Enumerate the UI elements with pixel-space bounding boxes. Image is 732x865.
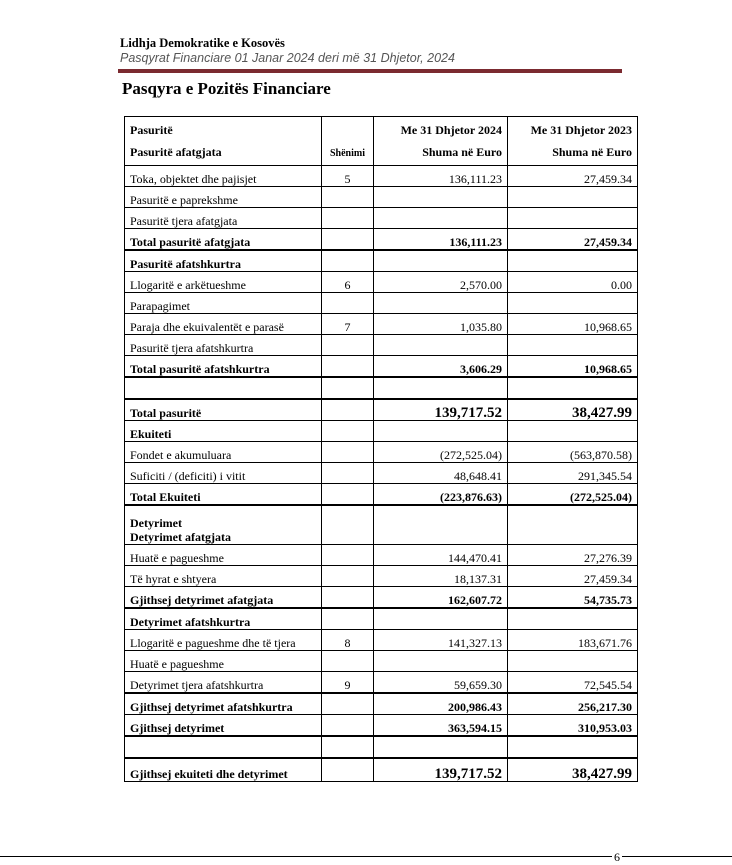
header-assets: Pasuritë [130, 123, 173, 137]
table-row [125, 166, 638, 187]
table-row [125, 545, 638, 566]
row-label: Huatë e pagueshme [125, 651, 322, 672]
row-value-2023: 54,735.73 [508, 587, 638, 609]
row-note [322, 208, 374, 229]
row-label: Total pasuritë afatshkurtra [125, 356, 322, 378]
total-row [125, 587, 638, 609]
row-note [322, 293, 374, 314]
row-label: Paraja dhe ekuivalentët e parasë [125, 314, 322, 335]
row-label: Gjithsej ekuiteti dhe detyrimet [125, 758, 322, 782]
row-value-2024 [374, 651, 508, 672]
row-label: Pasuritë afatshkurtra [125, 250, 322, 272]
row-value-2023 [508, 377, 638, 399]
row-note: 6 [322, 272, 374, 293]
header-note: Shënimi [322, 117, 374, 166]
row-value-2023: 27,459.34 [508, 566, 638, 587]
section-row [125, 250, 638, 272]
table-row [125, 463, 638, 484]
row-label: Gjithsej detyrimet afatshkurtra [125, 693, 322, 715]
organization-name: Lidhja Demokratike e Kosovës [120, 36, 285, 50]
header-2023 [508, 117, 638, 166]
table-row [125, 335, 638, 356]
total-row [125, 399, 638, 421]
row-note: 9 [322, 672, 374, 694]
row-note [322, 399, 374, 421]
row-value-2023 [508, 208, 638, 229]
row-value-2024: (223,876.63) [374, 484, 508, 506]
header-2024-unit: Shuma në Euro [422, 145, 502, 159]
row-label: Total pasuritë afatgjata [125, 229, 322, 251]
header-2024-date: Me 31 Dhjetor 2024 [400, 123, 502, 137]
header-col-label [125, 117, 322, 166]
table-row [125, 208, 638, 229]
section-row [125, 608, 638, 630]
row-label: Ekuiteti [125, 421, 322, 442]
page-number: 6 [614, 850, 620, 864]
row-value-2024: 144,470.41 [374, 545, 508, 566]
table-row [125, 293, 638, 314]
row-value-2024: 139,717.52 [374, 399, 508, 421]
table-row [125, 566, 638, 587]
row-value-2023: 27,459.34 [508, 166, 638, 187]
row-value-2024 [374, 736, 508, 758]
total-row [125, 758, 638, 782]
table-row [125, 651, 638, 672]
row-value-2023 [508, 651, 638, 672]
row-value-2023: 72,545.54 [508, 672, 638, 694]
table-row [125, 672, 638, 694]
row-note [322, 442, 374, 463]
row-label: Total pasuritë [125, 399, 322, 421]
label-long-term-liabilities: Detyrimet afatgjata [130, 530, 231, 544]
row-value-2023 [508, 293, 638, 314]
row-label: Fondet e akumuluara [125, 442, 322, 463]
row-value-2024 [374, 250, 508, 272]
row-value-2024 [374, 293, 508, 314]
row-value-2024 [374, 608, 508, 630]
row-note [322, 758, 374, 782]
row-value-2023: 0.00 [508, 272, 638, 293]
row-value-2023: (272,525.04) [508, 484, 638, 506]
row-value-2023: 291,345.54 [508, 463, 638, 484]
total-row [125, 693, 638, 715]
row-value-2024: 18,137.31 [374, 566, 508, 587]
row-note: 7 [322, 314, 374, 335]
row-value-2023 [508, 736, 638, 758]
row-note [322, 608, 374, 630]
row-note [322, 545, 374, 566]
row-value-2024: (272,525.04) [374, 442, 508, 463]
table-header-row [125, 117, 638, 166]
row-value-2024 [374, 208, 508, 229]
row-note: 8 [322, 630, 374, 651]
row-label: Pasuritë tjera afatshkurtra [125, 335, 322, 356]
row-label: Gjithsej detyrimet afatgjata [125, 587, 322, 609]
table-row [125, 314, 638, 335]
row-label [125, 736, 322, 758]
row-label: Detyrimet afatshkurtra [125, 608, 322, 630]
row-value-2023: 27,459.34 [508, 229, 638, 251]
header-rule [118, 69, 622, 73]
row-label [125, 377, 322, 399]
row-label: Gjithsej detyrimet [125, 715, 322, 737]
total-row [125, 715, 638, 737]
row-value-2024: 3,606.29 [374, 356, 508, 378]
table-row [125, 630, 638, 651]
header-2024 [374, 117, 508, 166]
page-title: Pasqyra e Pozitës Financiare [122, 79, 331, 98]
row-note [322, 566, 374, 587]
section-row [125, 505, 638, 545]
row-label: Detyrimet tjera afatshkurtra [125, 672, 322, 694]
row-value-2024: 136,111.23 [374, 229, 508, 251]
row-value-2023: 256,217.30 [508, 693, 638, 715]
row-value-2023: 10,968.65 [508, 356, 638, 378]
total-row [125, 484, 638, 506]
row-label: Llogaritë e pagueshme dhe të tjera [125, 630, 322, 651]
row-value-2024: 59,659.30 [374, 672, 508, 694]
row-value-2024: 136,111.23 [374, 166, 508, 187]
row-value-2023: 310,953.03 [508, 715, 638, 737]
row-note [322, 356, 374, 378]
row-note [322, 250, 374, 272]
spacer-row [125, 736, 638, 758]
row-note [322, 693, 374, 715]
row-label: Llogaritë e arkëtueshme [125, 272, 322, 293]
total-row [125, 229, 638, 251]
footer-rule [0, 856, 732, 857]
row-value-2024: 1,035.80 [374, 314, 508, 335]
row-value-2024 [374, 505, 508, 545]
header-2023-unit: Shuma në Euro [552, 145, 632, 159]
table-row [125, 272, 638, 293]
row-label: Suficiti / (deficiti) i vitit [125, 463, 322, 484]
row-value-2024: 141,327.13 [374, 630, 508, 651]
row-note [322, 229, 374, 251]
row-note [322, 335, 374, 356]
table-row [125, 187, 638, 208]
row-value-2024: 2,570.00 [374, 272, 508, 293]
row-note: 5 [322, 166, 374, 187]
row-value-2024: 162,607.72 [374, 587, 508, 609]
row-value-2024: 363,594.15 [374, 715, 508, 737]
row-value-2023 [508, 250, 638, 272]
row-label: Parapagimet [125, 293, 322, 314]
row-note [322, 587, 374, 609]
row-value-2023 [508, 505, 638, 545]
row-value-2024 [374, 377, 508, 399]
row-label [125, 505, 322, 545]
row-note [322, 651, 374, 672]
row-label: Huatë e pagueshme [125, 545, 322, 566]
section-row [125, 421, 638, 442]
row-note [322, 484, 374, 506]
document-subtitle: Pasqyrat Financiare 01 Janar 2024 deri më 31 Dhjetor, 2024 [120, 51, 455, 65]
total-row [125, 356, 638, 378]
financial-position-table [124, 116, 638, 782]
row-note [322, 463, 374, 484]
row-label: Pasuritë tjera afatgjata [125, 208, 322, 229]
header-long-term-assets: Pasuritë afatgjata [130, 145, 222, 159]
row-label: Pasuritë e paprekshme [125, 187, 322, 208]
row-note [322, 736, 374, 758]
row-label: Total Ekuiteti [125, 484, 322, 506]
row-note [322, 715, 374, 737]
spacer-row [125, 377, 638, 399]
row-value-2023 [508, 335, 638, 356]
row-value-2023 [508, 608, 638, 630]
row-value-2024: 139,717.52 [374, 758, 508, 782]
row-value-2023: (563,870.58) [508, 442, 638, 463]
row-value-2023: 27,276.39 [508, 545, 638, 566]
row-value-2023: 183,671.76 [508, 630, 638, 651]
header-2023-date: Me 31 Dhjetor 2023 [530, 123, 632, 137]
label-liabilities: Detyrimet [130, 516, 182, 530]
row-value-2024: 200,986.43 [374, 693, 508, 715]
row-label: Toka, objektet dhe pajisjet [125, 166, 322, 187]
row-value-2024: 48,648.41 [374, 463, 508, 484]
row-value-2024 [374, 187, 508, 208]
row-value-2023: 38,427.99 [508, 758, 638, 782]
row-note [322, 377, 374, 399]
row-note [322, 421, 374, 442]
row-value-2024 [374, 421, 508, 442]
row-label: Të hyrat e shtyera [125, 566, 322, 587]
table-row [125, 442, 638, 463]
row-value-2024 [374, 335, 508, 356]
row-value-2023: 38,427.99 [508, 399, 638, 421]
row-value-2023 [508, 187, 638, 208]
row-value-2023: 10,968.65 [508, 314, 638, 335]
row-value-2023 [508, 421, 638, 442]
row-note [322, 505, 374, 545]
row-note [322, 187, 374, 208]
